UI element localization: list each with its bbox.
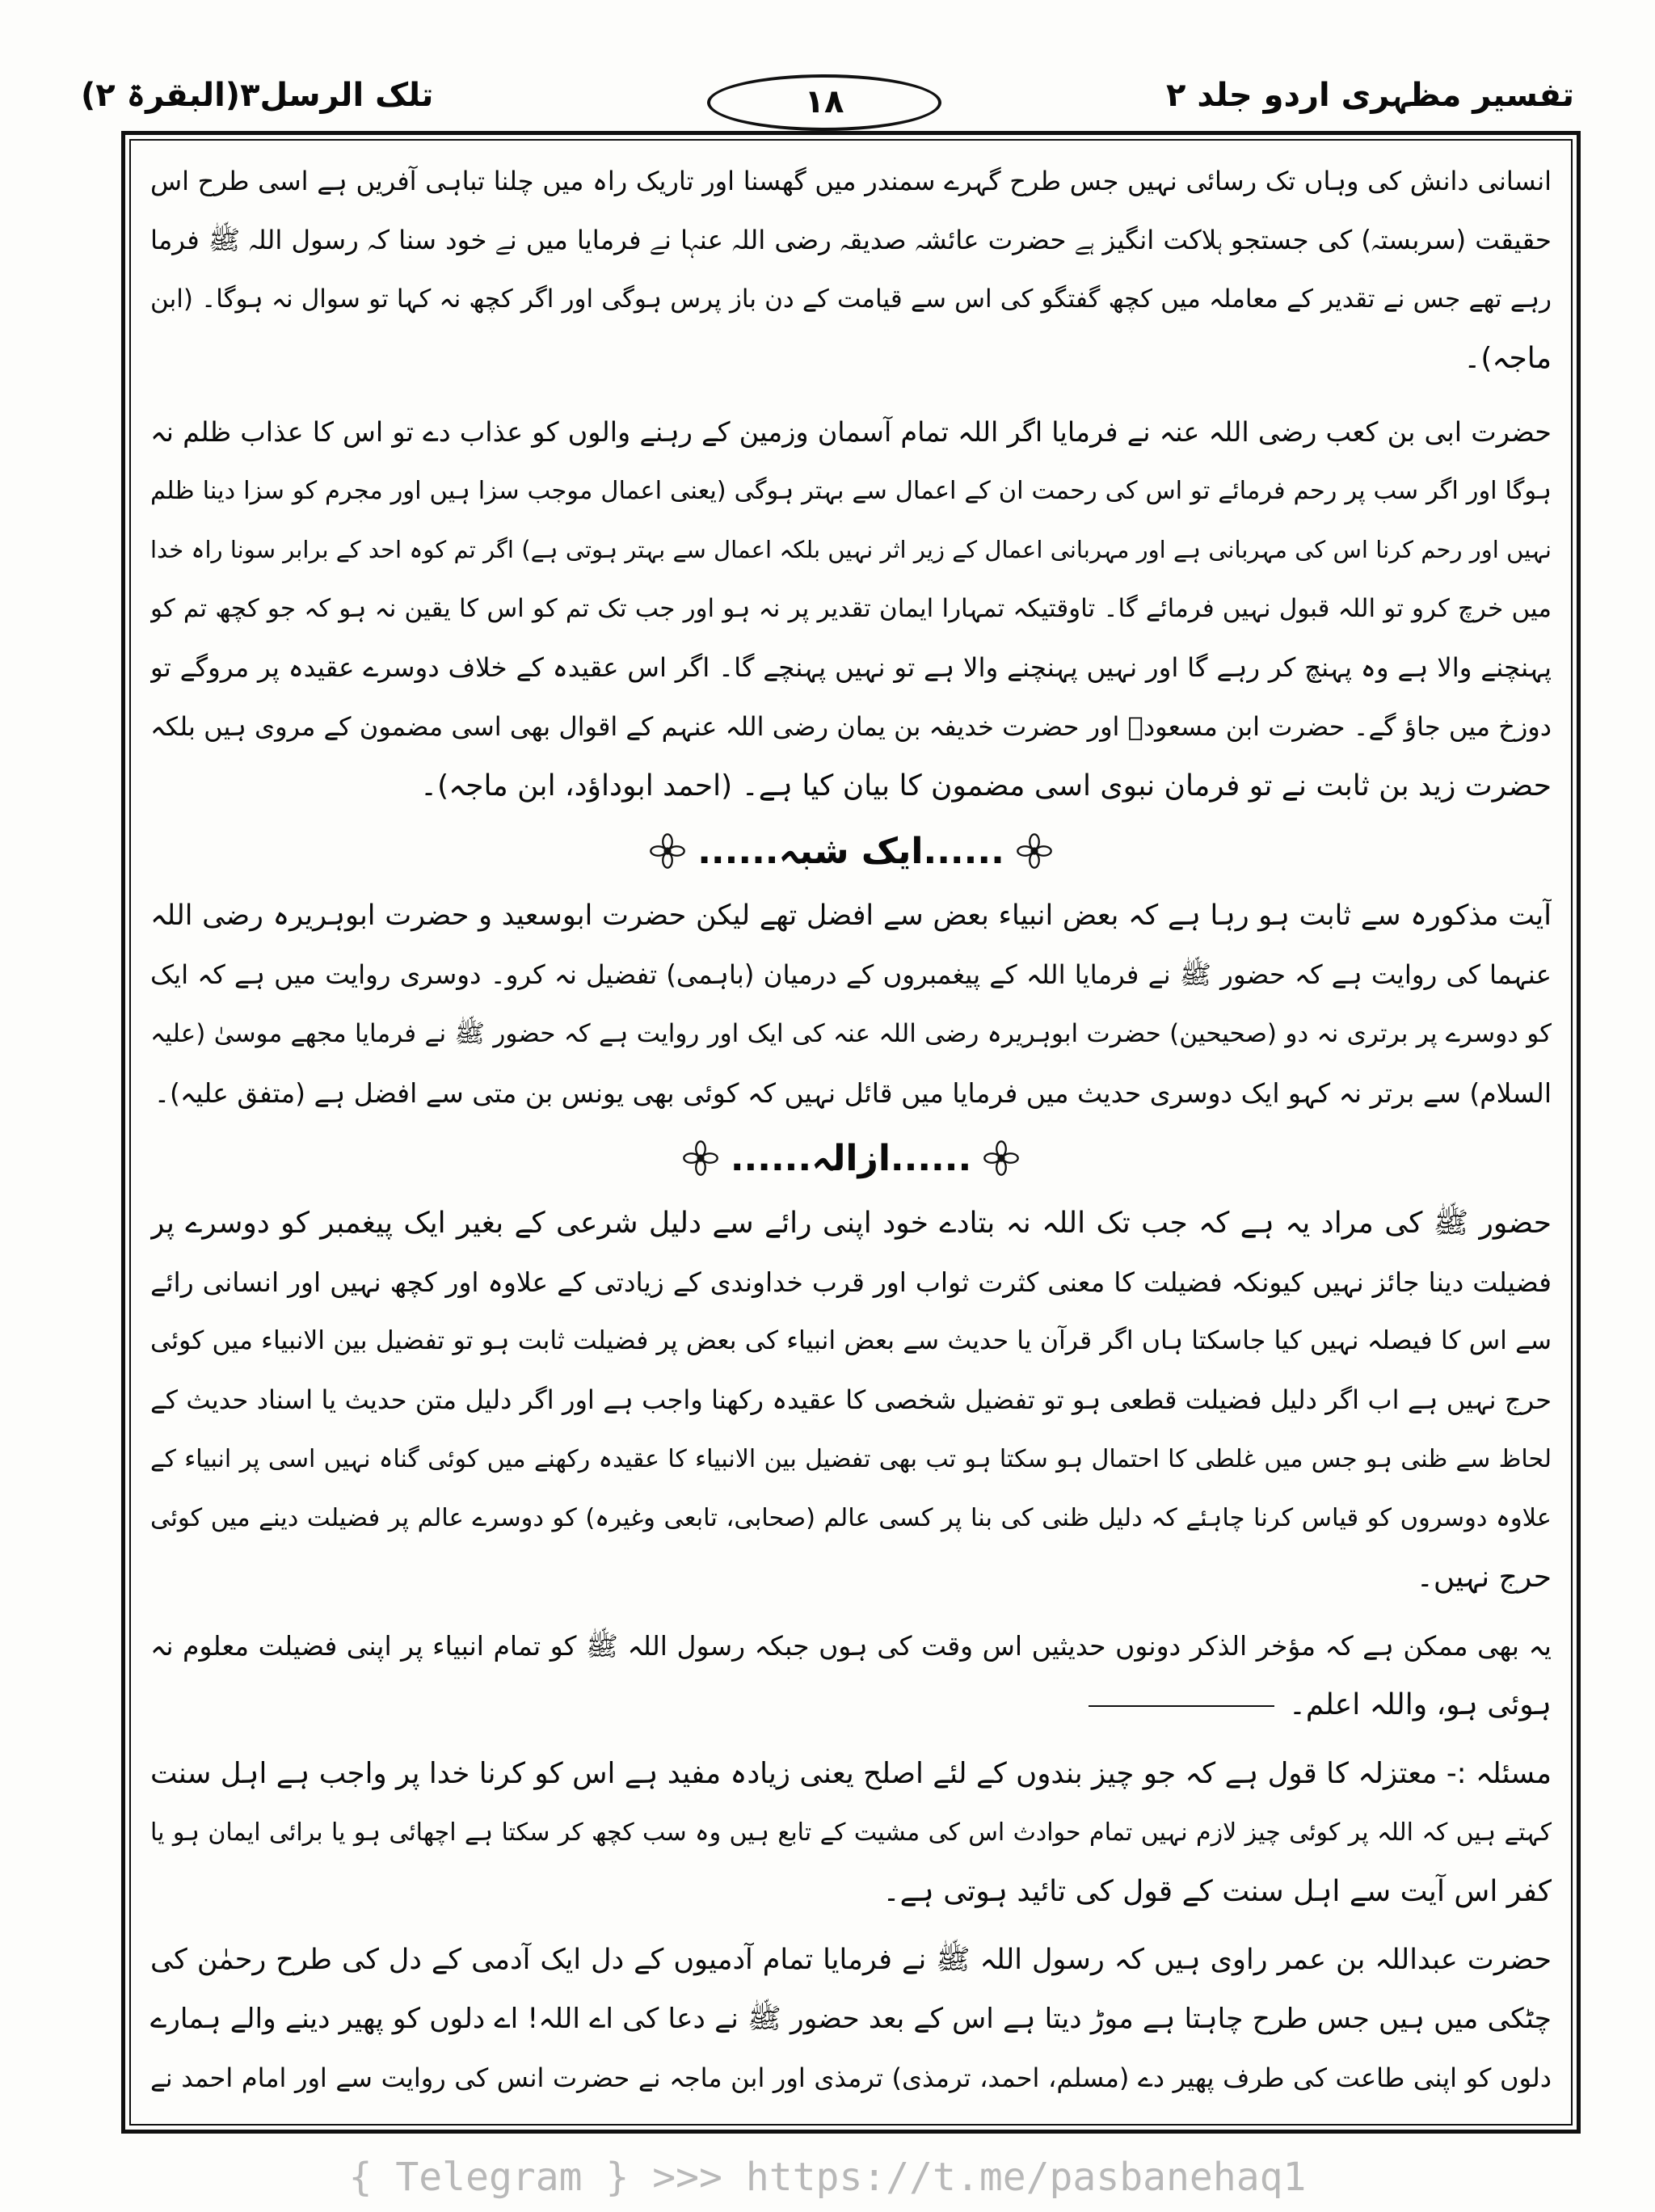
text-line: نہیں اور رحم کرنا اس کی مہربانی ہے اور مہربانی اعمال کے زیر اثر نہیں بلکہ اعمال سے بہتر ہوتی ہے) اگر تم کوہ احد کے برابر سونا راہ خدا — [150, 536, 1552, 563]
running-header-chapter: تلک الرسل۳(البقرۃ ۲) — [81, 77, 434, 114]
running-header-title: تفسیر مظہری اردو جلد ۲ — [1166, 77, 1574, 114]
paragraph — [150, 152, 1552, 388]
section-heading — [150, 815, 1552, 887]
paragraph — [150, 1744, 1552, 1921]
text-line: ہوگا اور اگر سب پر رحم فرمائے تو اس کی رحمت ان کے اعمال سے بہتر ہوگی (یعنی اعمال موجب سزا ہیں اور مجرم کو سزا دینا ظلم — [150, 477, 1552, 505]
text-line: دلوں کو اپنی طاعت کی طرف پھیر دے (مسلم، احمد، ترمذی) ترمذی اور ابن ماجہ نے حضرت انس کی روایت سے اور امام احمد نے — [150, 2062, 1552, 2093]
text-line: دوزخ میں جاؤ گے۔ حضرت ابن مسعودؓ اور حضرت خدیفہ بن یمان رضی اللہ عنہم کے اقوال بھی اسی مضمون کے مروی ہیں بلکہ — [150, 711, 1552, 742]
section-heading-text: ......ازالہ...... — [730, 1137, 972, 1179]
text-line: السلام) سے برتر نہ کہو ایک دوسری حدیث میں فرمایا میں قائل نہیں کہ کوئی بھی یونس بن متی سے افضل ہے (متفق علیہ)۔ — [154, 1077, 1552, 1109]
text-line: کو دوسرے پر برتری نہ دو (صحیحین) حضرت ابوہریرہ رضی اللہ عنہ کی ایک اور روایت ہے کہ حضور ﷺ نے فرمایا مجھے موسیٰ (علیہ — [150, 1019, 1552, 1048]
text-line: عنہما کی روایت ہے کہ حضور ﷺ نے فرمایا اللہ کے پیغمبروں کے درمیان (باہمی) تفضیل نہ کرو۔ دوسری روایت میں ہے کہ ایک — [150, 959, 1552, 990]
paragraph — [150, 1194, 1552, 1607]
text-line: کفر اس آیت سے اہل سنت کے قول کی تائید ہوتی ہے۔ — [882, 1875, 1552, 1908]
text-line: انسانی دانش کی وہاں تک رسائی نہیں جس طرح گہرے سمندر میں گھسنا اور تاریک راہ میں چلنا تباہی آفریں ہے اسی طرح اس — [150, 166, 1552, 196]
text-line: حضور ﷺ کی مراد یہ ہے کہ جب تک اللہ نہ بتادے خود اپنی رائے سے دلیل شرعی کے بغیر ایک پیغمبر کو دوسرے پر — [150, 1207, 1552, 1240]
text-line-with-rule — [150, 1675, 1552, 1734]
text-line: ماجہ)۔ — [1463, 342, 1552, 375]
text-line: پہنچنے والا ہے وہ پہنچ کر رہے گا اور نہیں پہنچنے والا ہے تو نہیں پہنچے گا۔ اگر اس عقیدہ کے خلاف دوسرے عقیدہ پر مروگے تو — [150, 652, 1552, 683]
text-line: یہ بھی ممکن ہے کہ مؤخر الذکر دونوں حدیثیں اس وقت کی ہوں جبکہ رسول اللہ ﷺ کو تمام انبیاء پر اپنی فضیلت معلوم نہ — [150, 1630, 1552, 1662]
text-line: سے اس کا فیصلہ نہیں کیا جاسکتا ہاں اگر قرآن یا حدیث سے بعض انبیاء کی بعض پر فضیلت ثابت ہو تو تفضیل بین الانبیاء میں کوئی — [150, 1326, 1552, 1355]
section-heading-text: ......ایک شبہ...... — [697, 830, 1004, 872]
text-line: لحاظ سے ظنی ہو جس میں غلطی کا احتمال ہو سکتا ہو تب بھی تفضیل بین الانبیاء کا عقیدہ رکھنے میں کوئی گناہ نہیں اسی پر انبیاء کے — [150, 1445, 1552, 1473]
text-line: ہوئی ہو، واللہ اعلم۔ — [1288, 1688, 1552, 1721]
text-line: حقیقت (سربستہ) کی جستجو ہلاکت انگیز ہے حضرت عائشہ صدیقہ رضی اللہ عنہا نے فرمایا میں نے خود سنا کہ رسول اللہ ﷺ فرما — [150, 225, 1552, 255]
page-body — [129, 139, 1573, 2126]
text-line: رہے تھے جس نے تقدیر کے معاملہ میں کچھ گفتگو کی اس سے قیامت کے دن باز پرس ہوگی اور اگر کچھ نہ کہا تو سوال نہ ہوگا۔ (ابن — [150, 284, 1552, 314]
text-line: حرج نہیں ہے اب اگر دلیل فضیلت قطعی ہو تو تفضیل شخصی کا عقیدہ رکھنا واجب ہے اور اگر دلیل متن حدیث یا اسناد حدیث کے — [150, 1384, 1552, 1415]
ornament-icon — [649, 832, 686, 870]
text-line: حضرت ابی بن کعب رضی اللہ عنہ نے فرمایا اگر اللہ تمام آسمان وزمین کے رہنے والوں کو عذاب دے تو اس کا عذاب ظلم نہ — [150, 416, 1552, 448]
page-number: ۱۸ — [707, 74, 941, 131]
page-frame — [121, 131, 1581, 2134]
text-line: آیت مذکورہ سے ثابت ہو رہا ہے کہ بعض انبیاء بعض سے افضل تھے لیکن حضرت ابوسعید و حضرت ابوہریرہ رضی اللہ — [150, 900, 1552, 932]
text-line: کہتے ہیں کہ اللہ پر کوئی چیز لازم نہیں تمام حوادث اس کی مشیت کے تابع ہیں وہ سب کچھ کر سکتا ہے اچھائی ہو یا برائی ایمان ہو یا — [150, 1818, 1552, 1847]
telegram-watermark: { Telegram } >>> https://t.me/pasbanehaq1 — [348, 2155, 1307, 2200]
paragraph — [150, 402, 1552, 815]
section-heading — [150, 1123, 1552, 1194]
paragraph — [150, 1616, 1552, 1734]
paragraph — [150, 1931, 1552, 2108]
text-line: حضرت عبداللہ بن عمر راوی ہیں کہ رسول اللہ ﷺ نے فرمایا تمام آدمیوں کے دل ایک آدمی کے دل کی طرح رحمٰن کی — [150, 1944, 1552, 1976]
text-line: چٹکی میں ہیں جس طرح چاہتا ہے موڑ دیتا ہے اس کے بعد حضور ﷺ نے دعا کی اے اللہ! اے دلوں کو پھیر دینے والے ہمارے — [150, 2003, 1552, 2035]
closing-rule — [1089, 1705, 1274, 1707]
text-line: مسئلہ :- معتزلہ کا قول ہے کہ جو چیز بندوں کے لئے اصلح یعنی زیادہ مفید ہے اس کو کرنا خدا پر واجب ہے اہل سنت — [150, 1757, 1552, 1790]
ornament-icon — [1016, 832, 1053, 870]
text-line: حرج نہیں۔ — [1416, 1561, 1552, 1594]
paragraph — [150, 887, 1552, 1123]
text-line: علاوہ دوسروں کو قیاس کرنا چاہئے کہ دلیل ظنی کی بنا پر کسی عالم (صحابی، تابعی وغیرہ) کو دوسرے عالم پر فضیلت دینے میں کوئی — [150, 1504, 1552, 1532]
ornament-icon — [983, 1140, 1020, 1177]
text-line: حضرت زید بن ثابت نے تو فرمان نبوی اسی مضمون کا بیان کیا ہے۔ (احمد ابوداؤد، ابن ماجہ)۔ — [419, 769, 1552, 803]
text-line: فضیلت دینا جائز نہیں کیونکہ فضیلت کا معنی کثرت ثواب اور قرب خداوندی کے زیادتی کے علاوہ اور کچھ نہیں اور انسانی رائے — [150, 1266, 1552, 1298]
text-line: میں خرچ کرو تو اللہ قبول نہیں فرمائے گا۔ تاوقتیکہ تمہارا ایمان تقدیر پر نہ ہو اور جب تک تم کو اس کا یقین نہ ہو کہ جو کچھ تم کو — [150, 594, 1552, 623]
ornament-icon — [682, 1140, 719, 1177]
